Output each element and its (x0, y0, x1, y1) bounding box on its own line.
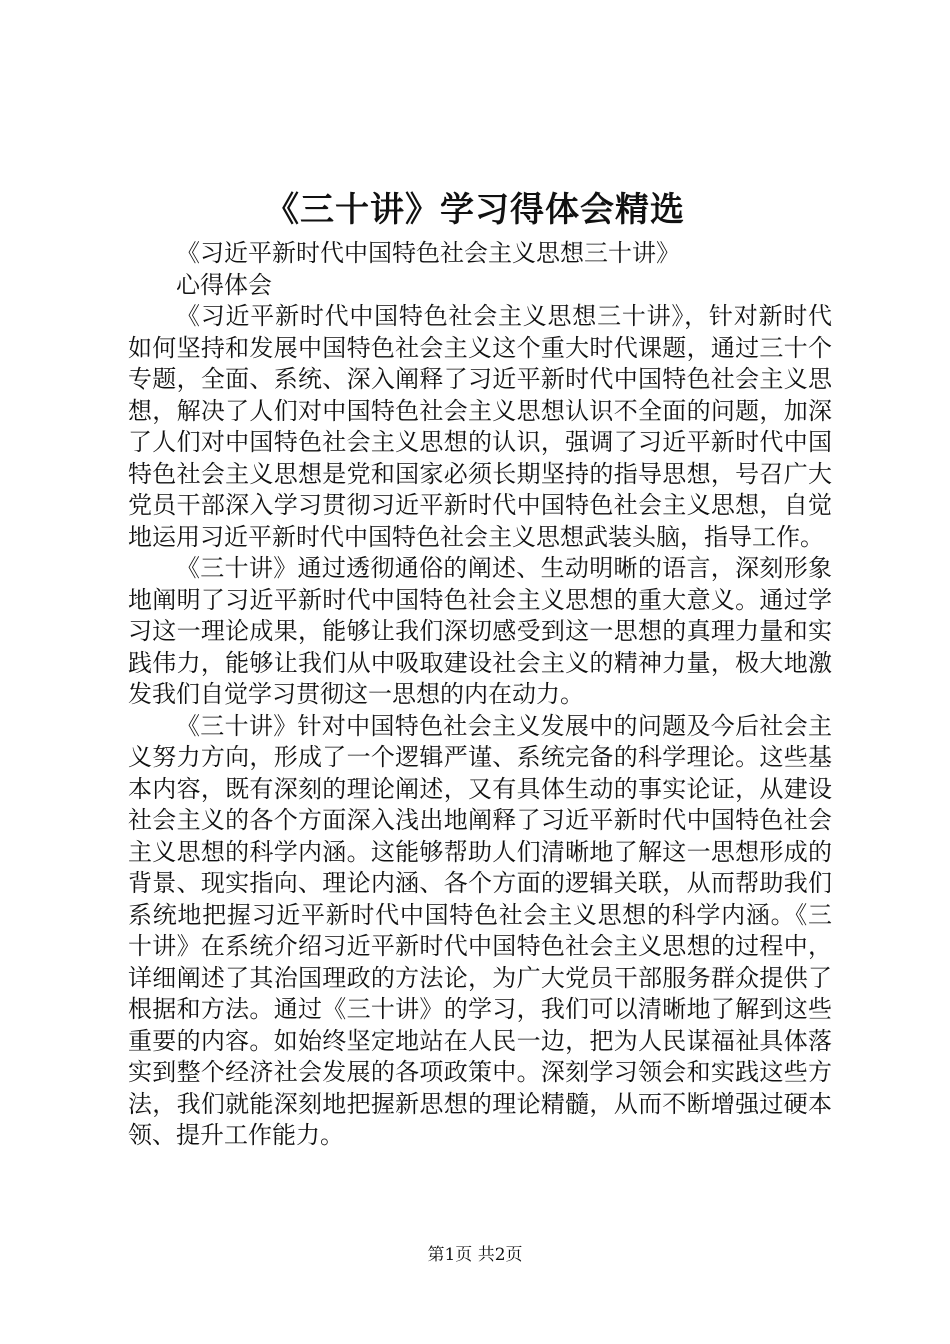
document-title: 《三十讲》学习得体会精选 (265, 190, 685, 230)
document-body (128, 238, 832, 1152)
subtitle-line-2: 心得体会 (176, 270, 272, 299)
page-number-footer: 第1页 共2页 (427, 1245, 523, 1265)
body-paragraph-1: 《习近平新时代中国特色社会主义思想三十讲》，针对新时代如何坚持和发展中国特色社会主义这个重大时代课题，通过三十个专题，全面、系统、深入阐释了习近平新时代中国特色社会主义思想，解决了人们对中国特色社会主义思想认识不全面的问题，加深了人们对中国特色社会主义思想的认识，强调了习近平新时代中国特色社会主义思想是党和国家必须长期坚持的指导思想，号召广大党员干部深入学习贯彻习近平新时代中国特色社会主义思想，自觉地运用习近平新时代中国特色社会主义思想武装头脑，指导工作。 (128, 302, 832, 551)
subtitle-line-1: 《习近平新时代中国特色社会主义思想三十讲》 (176, 239, 680, 267)
body-paragraph-2: 《三十讲》通过透彻通俗的阐述、生动明晰的语言，深刻形象地阐明了习近平新时代中国特色社会主义思想的重大意义。通过学习这一理论成果，能够让我们深切感受到这一思想的真理力量和实践伟力，能够让我们从中吸取建设社会主义的精神力量，极大地激发我们自觉学习贯彻这一思想的内在动力。 (128, 554, 832, 708)
body-paragraph-3: 《三十讲》针对中国特色社会主义发展中的问题及今后社会主义努力方向，形成了一个逻辑严谨、系统完备的科学理论。这些基本内容，既有深刻的理论阐述，又有具体生动的事实论证，从建设社会主义的各个方面深入浅出地阐释了习近平新时代中国特色社会主义思想的科学内涵。这能够帮助人们清晰地了解这一思想形成的背景、现实指向、理论内涵、各个方面的逻辑关联，从而帮助我们系统地把握习近平新时代中国特色社会主义思想的科学内涵。《三十讲》在系统介绍习近平新时代中国特色社会主义思想的过程中，详细阐述了其治国理政的方法论，为广大党员干部服务群众提供了根据和方法。通过《三十讲》的学习，我们可以清晰地了解到这些重要的内容。如始终坚定地站在人民一边，把为人民谋福祉具体落实到整个经济社会发展的各项政策中。深刻学习领会和实践这些方法，我们就能深刻地把握新思想的理论精髓，从而不断增强过硬本领、提升工作能力。 (128, 711, 832, 1149)
